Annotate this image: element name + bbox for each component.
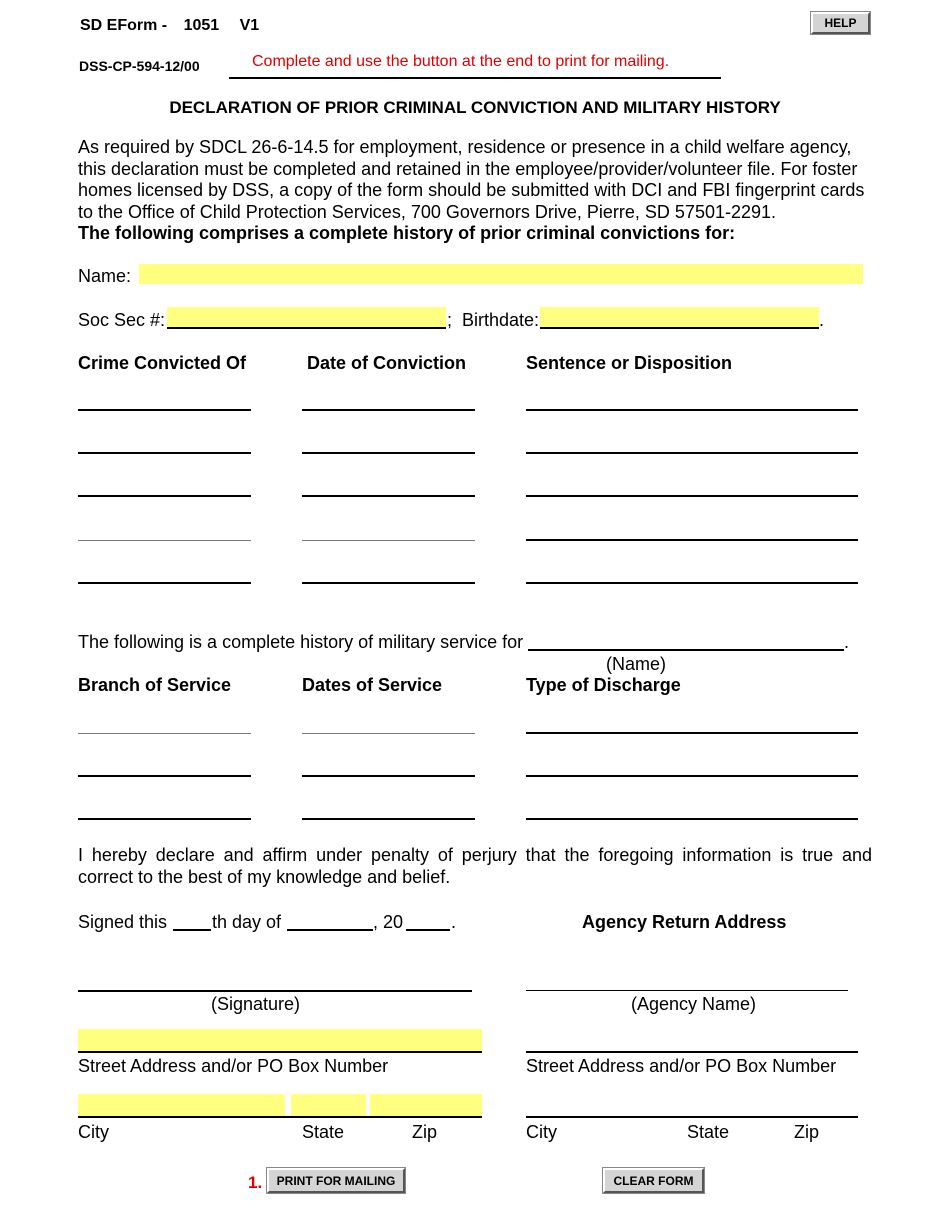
service-dates-header: Dates of Service	[302, 675, 443, 695]
crime-line-4[interactable]	[78, 540, 251, 541]
sentence-line-3[interactable]	[526, 495, 858, 497]
service-dates-line-1[interactable]	[302, 733, 475, 734]
intro-line-1: As required by SDCL 26-6-14.5 for employment, residence or presence in a child welfare agency,	[78, 137, 852, 157]
declaration-text	[78, 845, 872, 888]
signed-month-line[interactable]	[287, 929, 373, 931]
signer-state-caption: State	[302, 1122, 345, 1142]
signer-zip-caption: Zip	[412, 1122, 438, 1142]
sentence-line-1[interactable]	[526, 409, 858, 411]
agency-name-caption: (Agency Name)	[631, 994, 757, 1014]
agency-name-line[interactable]	[526, 990, 848, 991]
discharge-line-2[interactable]	[526, 775, 858, 777]
conviction-date-line-3[interactable]	[302, 495, 475, 497]
form-id-line	[80, 17, 259, 35]
form-code: DSS-CP-594-12/00	[79, 58, 200, 74]
signer-city-field[interactable]	[78, 1094, 285, 1116]
branch-line-3[interactable]	[78, 818, 251, 820]
agency-zip-caption: Zip	[794, 1122, 820, 1142]
discharge-line-3[interactable]	[526, 818, 858, 820]
ssn-label: Soc Sec #:	[78, 310, 166, 330]
step-number: 1.	[248, 1173, 263, 1192]
discharge-header: Type of Discharge	[526, 675, 681, 695]
signed-year-line[interactable]	[406, 929, 450, 931]
page-title: DECLARATION OF PRIOR CRIMINAL CONVICTION AND MILITARY HISTORY	[169, 98, 781, 117]
military-name-caption: (Name)	[606, 654, 667, 674]
conviction-date-header: Date of Conviction	[307, 353, 467, 373]
signature-line[interactable]	[78, 990, 472, 992]
sentence-line-4[interactable]	[526, 539, 858, 541]
agency-city-line[interactable]	[526, 1116, 858, 1118]
agency-city-caption: City	[526, 1122, 557, 1142]
crime-line-1[interactable]	[78, 409, 251, 411]
declaration-line-1: I hereby declare and affirm under penalty of perjury that the foregoing information is true and	[78, 845, 872, 865]
ssn-separator: ;	[447, 310, 453, 330]
intro-line-3: homes licensed by DSS, a copy of the form should be submitted with DCI and FBI fingerprint cards	[78, 180, 865, 200]
name-label: Name:	[78, 266, 132, 286]
signer-state-field[interactable]	[291, 1094, 366, 1116]
signer-street-underline	[78, 1051, 482, 1053]
intro-bold-line: The following comprises a complete history of prior criminal convictions for:	[78, 223, 736, 243]
service-dates-line-3[interactable]	[302, 818, 475, 820]
discharge-line-1[interactable]	[526, 732, 858, 734]
form-number: 1051	[183, 17, 220, 34]
ssn-underline	[167, 327, 446, 329]
ssn-field[interactable]	[167, 307, 446, 327]
birthdate-period: .	[819, 310, 825, 330]
signer-street-caption: Street Address and/or PO Box Number	[78, 1056, 389, 1076]
sentence-line-2[interactable]	[526, 452, 858, 454]
birthdate-underline	[540, 327, 819, 329]
help-button[interactable]: HELP	[811, 12, 870, 34]
agency-street-line[interactable]	[526, 1051, 858, 1053]
signed-day-line[interactable]	[173, 929, 211, 931]
instruction-underline	[229, 77, 721, 79]
crime-line-2[interactable]	[78, 452, 251, 454]
signed-year-prefix: , 20	[373, 912, 404, 932]
intro-line-4: to the Office of Child Protection Services, 700 Governors Drive, Pierre, SD 57501-2291.	[78, 201, 777, 222]
name-field[interactable]	[139, 264, 863, 284]
crime-line-3[interactable]	[78, 495, 251, 497]
intro-paragraph	[78, 137, 878, 245]
form-id: SD EForm -	[80, 17, 168, 34]
print-for-mailing-button[interactable]: PRINT FOR MAILING	[267, 1168, 405, 1193]
declaration-line-2: correct to the best of my knowledge and belief.	[78, 866, 451, 887]
birthdate-field[interactable]	[540, 307, 819, 327]
agency-title: Agency Return Address	[582, 912, 787, 932]
intro-line-2: this declaration must be completed and retained in the employee/provider/volunteer file. For foster	[78, 158, 858, 179]
sentence-line-5[interactable]	[526, 582, 858, 584]
signature-caption: (Signature)	[211, 994, 301, 1014]
conviction-date-line-5[interactable]	[302, 582, 475, 584]
clear-form-button[interactable]: CLEAR FORM	[603, 1168, 704, 1193]
crime-header: Crime Convicted Of	[78, 353, 247, 373]
conviction-date-line-1[interactable]	[302, 409, 475, 411]
signer-zip-field[interactable]	[370, 1094, 482, 1116]
form-version: V1	[239, 17, 260, 34]
signer-street-field[interactable]	[78, 1029, 482, 1051]
signed-period: .	[451, 912, 457, 932]
agency-state-caption: State	[687, 1122, 730, 1142]
branch-line-1[interactable]	[78, 733, 251, 734]
military-period: .	[844, 632, 850, 652]
birthdate-label: Birthdate:	[462, 310, 540, 330]
signed-prefix: Signed this	[78, 912, 168, 932]
signer-city-caption: City	[78, 1122, 109, 1142]
branch-header: Branch of Service	[78, 675, 232, 695]
sentence-header: Sentence or Disposition	[526, 353, 733, 373]
signed-day-suffix: th day of	[212, 912, 282, 932]
crime-line-5[interactable]	[78, 582, 251, 584]
conviction-date-line-4[interactable]	[302, 540, 475, 541]
service-dates-line-2[interactable]	[302, 775, 475, 777]
signer-city-underline	[78, 1116, 482, 1118]
conviction-date-line-2[interactable]	[302, 452, 475, 454]
military-intro: The following is a complete history of military service for	[78, 632, 524, 652]
instruction-text: Complete and use the button at the end to print for mailing.	[252, 53, 670, 70]
branch-line-2[interactable]	[78, 775, 251, 777]
agency-street-caption: Street Address and/or PO Box Number	[526, 1056, 837, 1076]
military-name-line[interactable]	[528, 649, 844, 651]
